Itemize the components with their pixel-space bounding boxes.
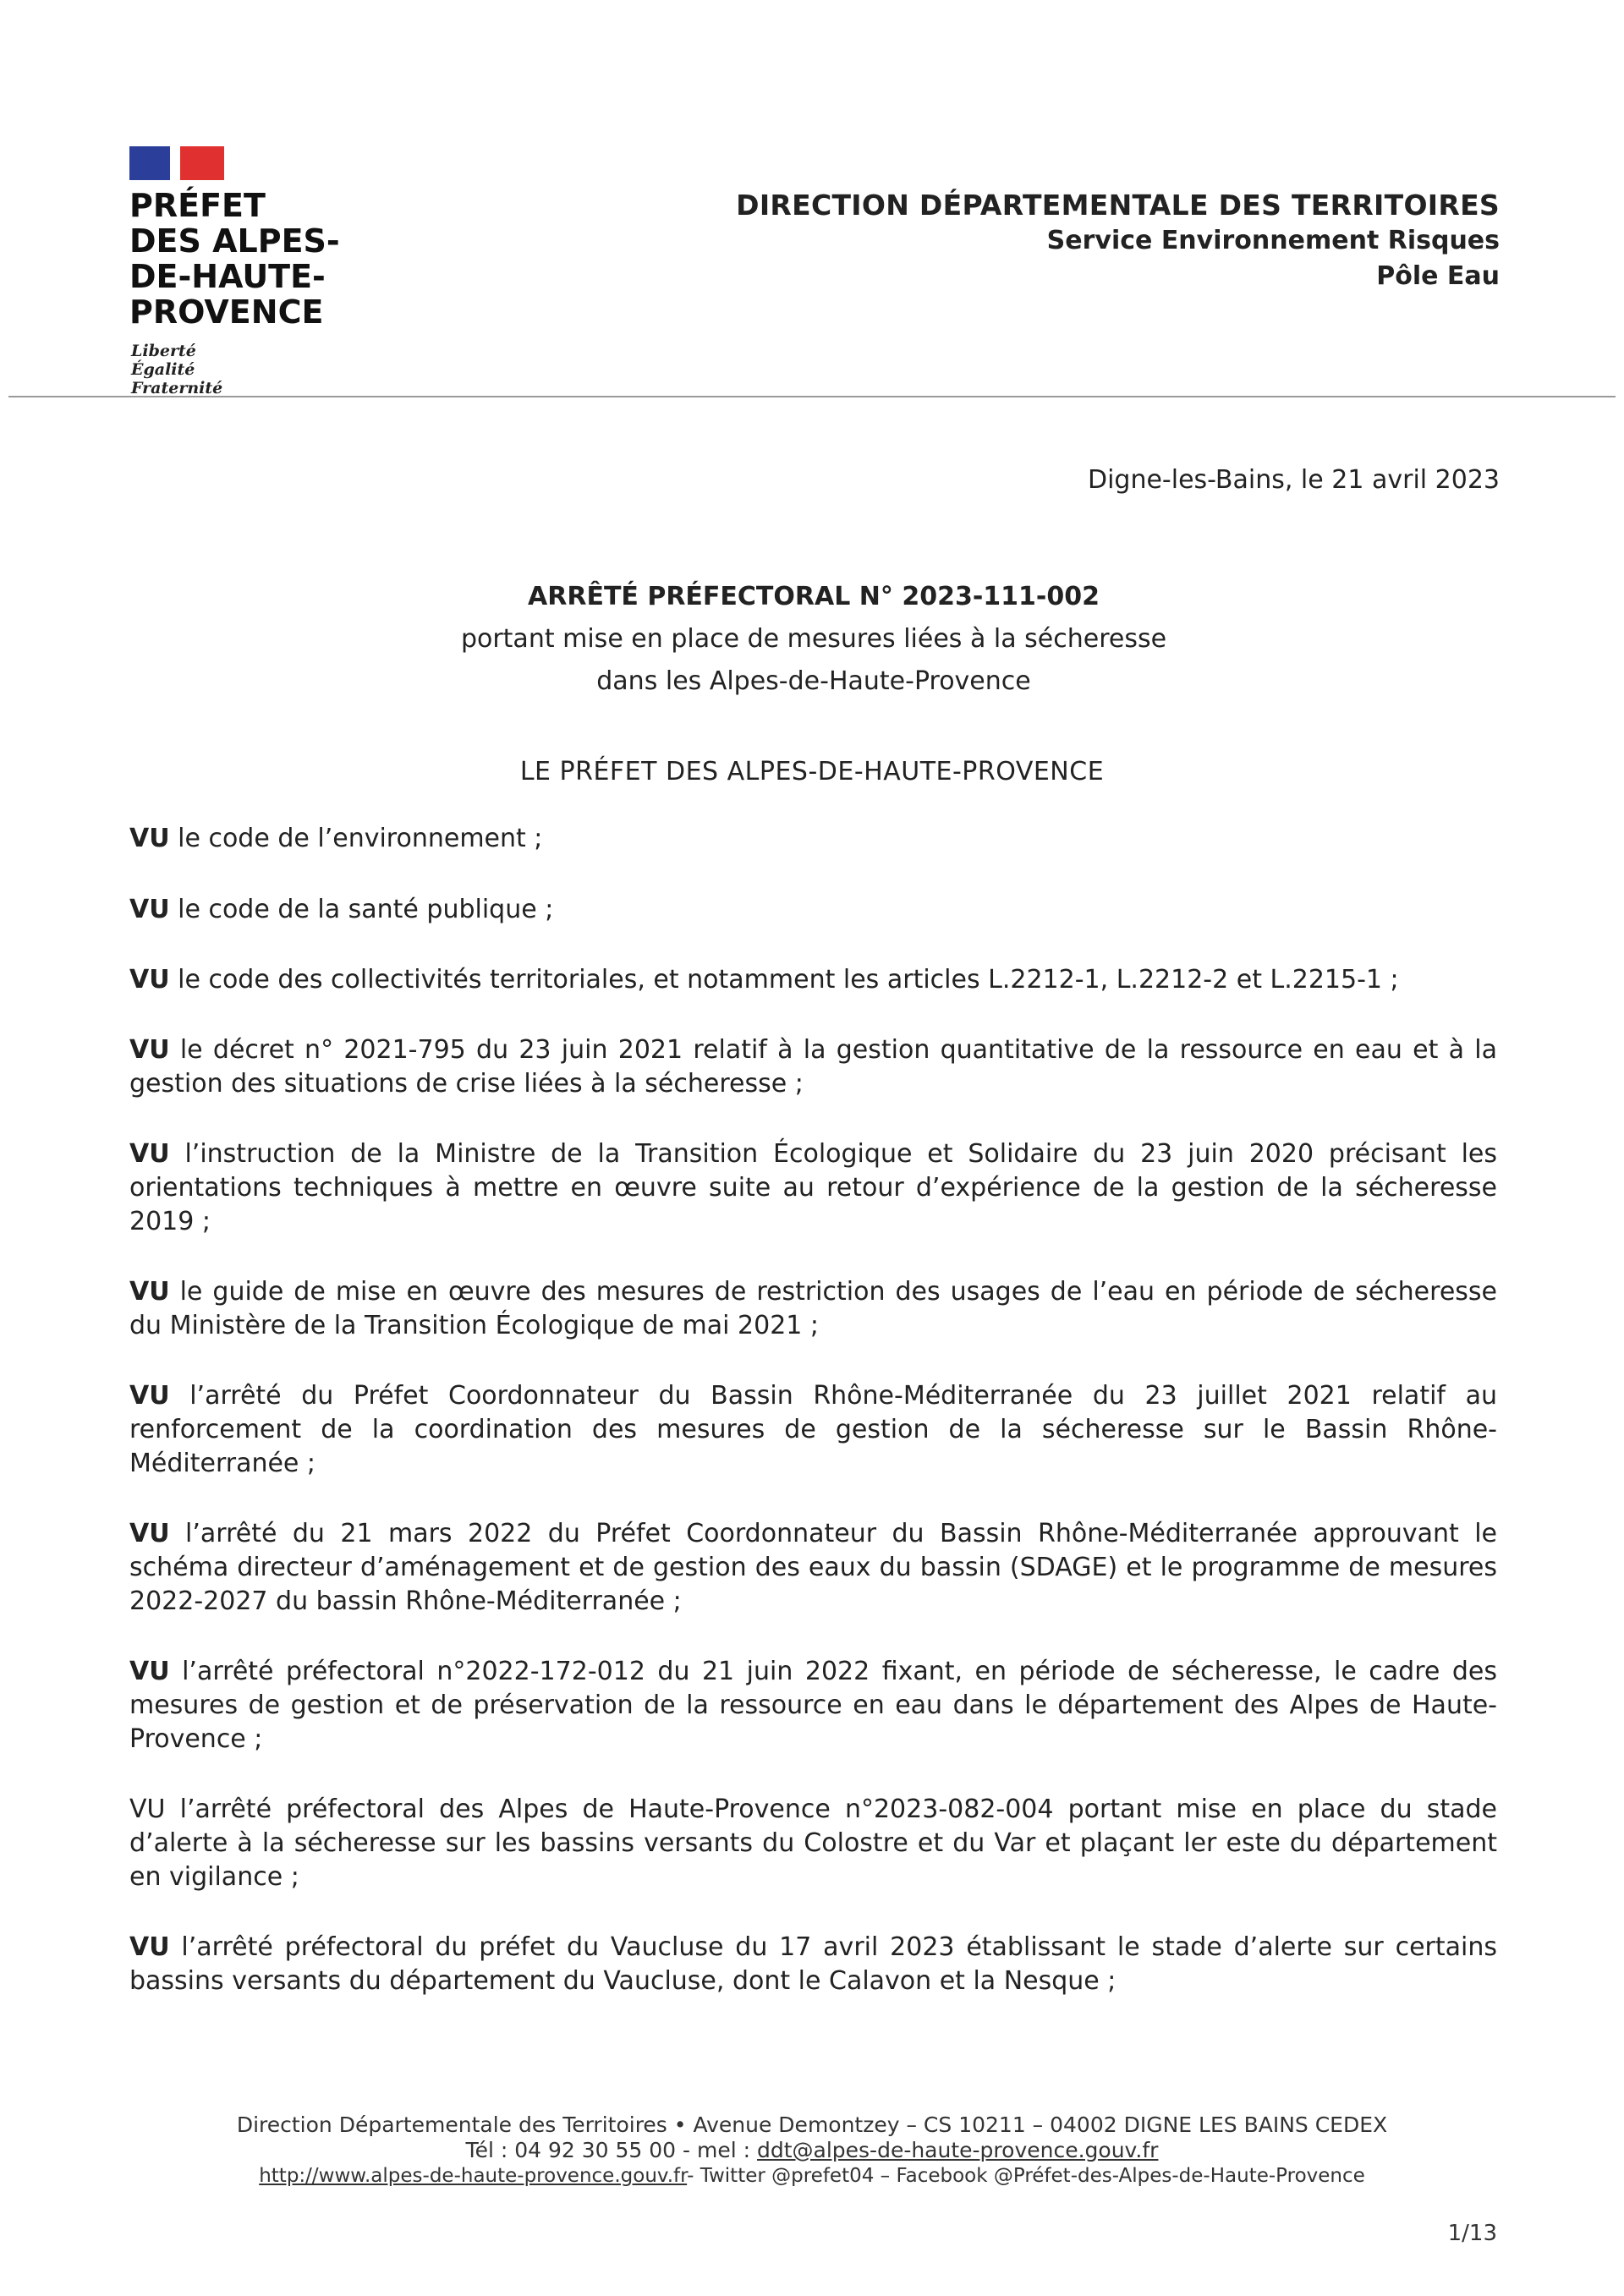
prefet-line: PRÉFET: [129, 187, 266, 224]
footer-web: [0, 2163, 1624, 2189]
vu-item: [129, 1379, 1497, 1481]
vu-keyword: VU: [129, 1035, 170, 1065]
prefet-line: DE-HAUTE-: [129, 258, 326, 295]
vu-item: [129, 963, 1497, 997]
vu-item: [129, 1793, 1497, 1894]
direction-name: DIRECTION DÉPARTEMENTALE DES TERRITOIRES: [736, 189, 1500, 222]
footer-website-link[interactable]: http://www.alpes-de-haute-provence.gouv.fr: [259, 2165, 688, 2187]
pole-name: Pôle Eau: [1376, 261, 1500, 291]
republic-motto: [131, 342, 222, 397]
prefet-logo-text: [129, 188, 366, 330]
vu-item: [129, 1275, 1497, 1343]
vu-text: le code de l’environnement ;: [178, 824, 543, 853]
header-divider: [8, 396, 1616, 397]
footer-contact: [0, 2138, 1624, 2163]
prefet-line: PROVENCE: [129, 293, 324, 331]
vu-text: l’arrêté préfectoral n°2022-172-012 du 21 juin 2022 fixant, en période de sécheresse, le cadre des mesures de gestion et de préservation de la ressource en eau dans le département des Alpes de Haute-Provence ;: [129, 1657, 1497, 1754]
french-flag-logo: [129, 146, 224, 180]
vu-item: [129, 1033, 1497, 1101]
authority-heading: LE PRÉFET DES ALPES-DE-HAUTE-PROVENCE: [519, 757, 1105, 786]
vu-keyword: VU: [129, 1277, 170, 1307]
motto-line: Égalité: [131, 360, 195, 379]
service-name: Service Environnement Risques: [1046, 226, 1500, 255]
motto-line: Fraternité: [131, 379, 223, 397]
vu-keyword: VU: [129, 1657, 170, 1686]
arrete-title-block: [0, 576, 1624, 703]
prefet-line: DES ALPES-: [129, 222, 340, 260]
page-number: 1/13: [1447, 2221, 1497, 2246]
footer-address: Direction Départementale des Territoires • Avenue Demontzey – CS 10211 – 04002 DIGNE LES BAINS CEDEX: [236, 2112, 1388, 2137]
vu-keyword: VU: [129, 824, 170, 853]
vu-keyword: VU: [129, 1139, 170, 1169]
vu-text: l’arrêté du 21 mars 2022 du Préfet Coordonnateur du Bassin Rhône-Méditerranée approuvant le schéma directeur d’aménagement et de gestion des eaux du bassin (SDAGE) et le programme de mesures 2022-2027 du bassin Rhône-Méditerranée ;: [129, 1519, 1497, 1616]
vu-item: [129, 1655, 1497, 1756]
vu-keyword: VU: [129, 1381, 170, 1411]
footer-phone: Tél : 04 92 30 55 00 - mel :: [465, 2138, 757, 2162]
motto-line: Liberté: [131, 342, 196, 360]
vu-text: l’arrêté préfectoral du préfet du Vaucluse du 17 avril 2023 établissant le stade d’alerte sur certains bassins versants du département du Vaucluse, dont le Calavon et la Nesque ;: [129, 1932, 1497, 1996]
vu-text: l’instruction de la Ministre de la Transition Écologique et Solidaire du 23 juin 2020 précisant les orientations techniques à mettre en œuvre suite au retour d’expérience de la gestion de la sécheresse 2019 ;: [129, 1139, 1497, 1236]
vu-text: le décret n° 2021-795 du 23 juin 2021 relatif à la gestion quantitative de la ressource en eau et à la gestion des situations de crise liées à la sécheresse ;: [129, 1035, 1497, 1099]
arrete-subtitle: dans les Alpes-de-Haute-Provence: [596, 666, 1031, 696]
vu-text: le guide de mise en œuvre des mesures de restriction des usages de l’eau en période de sécheresse du Ministère de la Transition Écologique de mai 2021 ;: [129, 1277, 1497, 1340]
footer-email-link[interactable]: ddt@alpes-de-haute-provence.gouv.fr: [756, 2138, 1159, 2162]
vu-keyword: VU: [129, 965, 170, 995]
vu-list: [129, 822, 1497, 1998]
arrete-subtitle: portant mise en place de mesures liées à la sécheresse: [460, 624, 1167, 654]
issuing-service: [736, 188, 1500, 294]
vu-text: l’arrêté du Préfet Coordonnateur du Bassin Rhône-Méditerranée du 23 juillet 2021 relatif au renforcement de la coordination des mesures de gestion de la sécheresse sur le Bassin Rhône-Méditerranée ;: [129, 1381, 1497, 1478]
vu-text: l’arrêté préfectoral des Alpes de Haute-Provence n°2023-082-004 portant mise en place du stade d’alerte à la sécheresse sur les bassins versants du Colostre et du Var et plaçant ler este du département en vigilance ;: [129, 1795, 1497, 1892]
vu-text: le code de la santé publique ;: [178, 895, 554, 924]
vu-item: [129, 1931, 1497, 1998]
vu-item: [129, 822, 1497, 856]
vu-keyword: VU: [129, 1795, 166, 1824]
vu-keyword: VU: [129, 1519, 170, 1548]
arrete-title: ARRÊTÉ PRÉFECTORAL N° 2023-111-002: [528, 582, 1100, 611]
vu-keyword: VU: [129, 1932, 170, 1962]
vu-item: [129, 1137, 1497, 1239]
vu-item: [129, 893, 1497, 927]
vu-text: le code des collectivités territoriales, et notamment les articles L.2212-1, L.2212-2 et L.2215-1 ;: [178, 965, 1399, 995]
vu-keyword: VU: [129, 895, 170, 924]
footer-social: - Twitter @prefet04 – Facebook @Préfet-des-Alpes-de-Haute-Provence: [687, 2165, 1365, 2187]
document-date: Digne-les-Bains, le 21 avril 2023: [1087, 465, 1500, 495]
page-footer: [0, 2112, 1624, 2189]
vu-item: [129, 1517, 1497, 1619]
